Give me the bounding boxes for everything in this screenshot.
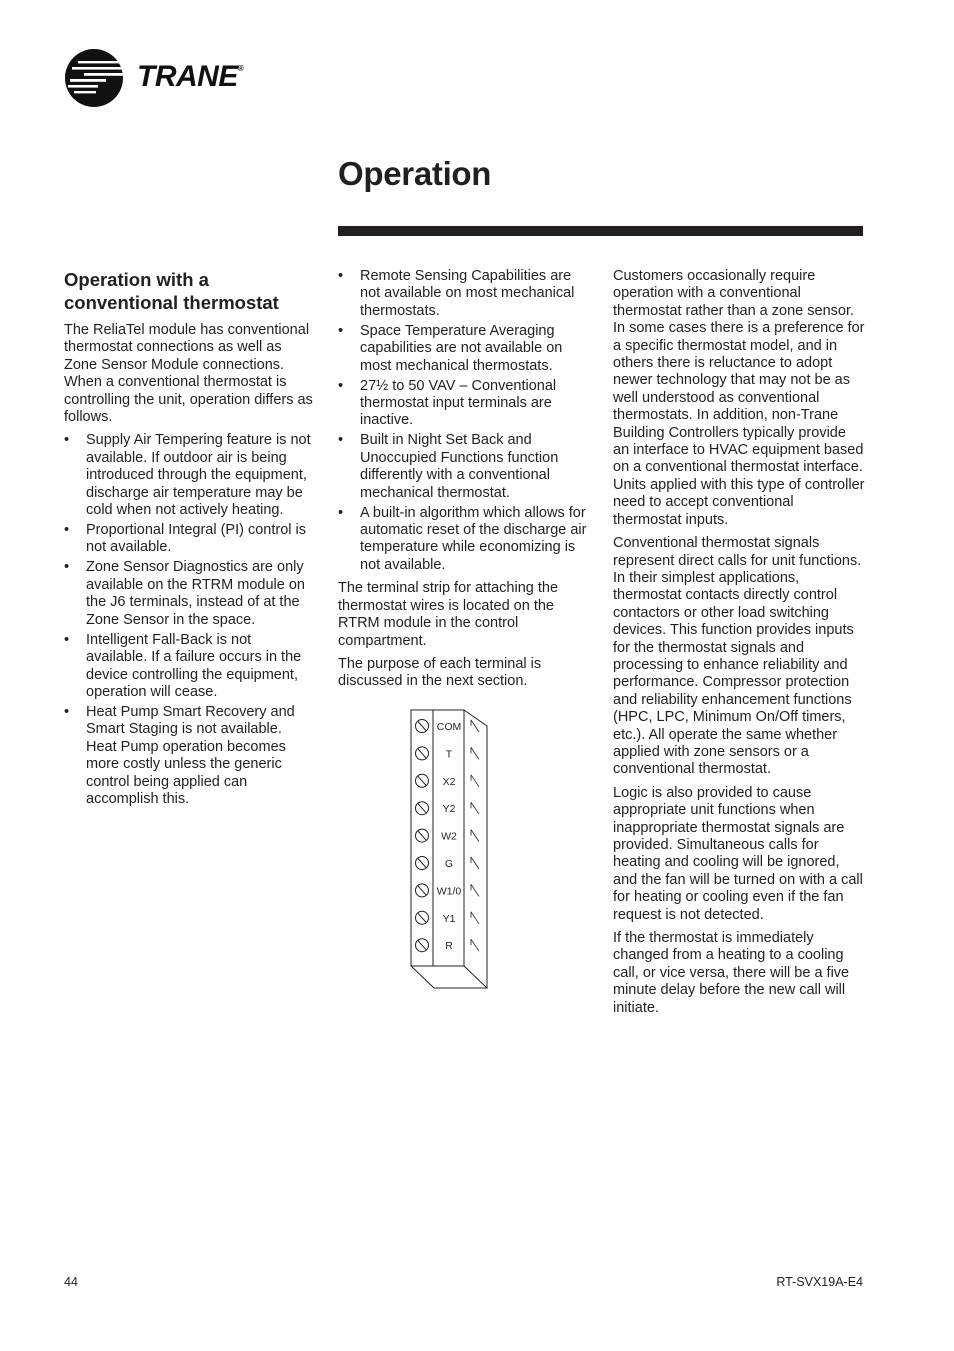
document-code: RT-SVX19A-E4: [776, 1275, 863, 1289]
column-3: [613, 268, 865, 1023]
wire-clamp: [471, 802, 479, 814]
screw-slot: [418, 913, 426, 922]
terminal-label: T: [445, 748, 453, 761]
page-number: 44: [64, 1275, 78, 1289]
wire-clamp: [471, 747, 479, 759]
list-item: • Zone Sensor Diagnostics are only available on the RTRM module on the J6 terminals, instead of at the Zone Sensor in the space.: [64, 559, 314, 629]
screw-slot: [418, 749, 426, 758]
terminal-w2: [416, 829, 480, 843]
terminal-label: R: [445, 940, 453, 953]
list-item: • Built in Night Set Back and Unoccupied Functions function differently with a conventional mechanical thermostat.: [338, 432, 588, 502]
terminal-g: [416, 857, 480, 871]
terminal-y1: [416, 911, 480, 925]
screw-slot: [418, 941, 426, 950]
paragraph: The terminal strip for attaching the thermostat wires is located on the RTRM module in the control compartment.: [338, 580, 559, 649]
terminal-w10: [416, 884, 480, 898]
wire-clamp: [471, 939, 479, 951]
terminal-label: W2: [441, 830, 457, 843]
list-item: • 27½ to 50 VAV – Conventional thermostat input terminals are inactive.: [338, 378, 588, 430]
trane-logo: [64, 48, 244, 110]
terminal-com: [416, 720, 480, 734]
screw-slot: [418, 776, 426, 785]
wire-clamp: [471, 884, 479, 896]
paragraph: Conventional thermostat signals represent direct calls for unit functions. In their simplest applications, thermostat contacts directly control contactors or other load switching devices. This function provides inputs for the thermostat signals and processing to enhance reliability and performance. Compressor protection and reliability enhancement functions (HPC, LPC, Minimum On/Off timers, etc.). All operate the same whether applied with zone sensors or a conventional thermostat.: [613, 535, 862, 778]
list-item: • Space Temperature Averaging capabilities are not available on most mechanical thermostats.: [338, 323, 588, 375]
screw-slot: [418, 722, 426, 731]
terminal-y2: [416, 802, 480, 816]
trane-wordmark: TRANE®: [137, 60, 244, 93]
terminal-strip-diagram: [408, 706, 492, 994]
list-item: • Intelligent Fall-Back is not available. If a failure occurs in the device controlling the equipment, operation will cease.: [64, 632, 314, 702]
terminal-t: [416, 747, 480, 761]
section-heading: Operation with a conventional thermostat: [64, 269, 279, 313]
list-item: • Heat Pump Smart Recovery and Smart Staging is not available. Heat Pump operation becomes more costly unless the generic control being applied can accomplish this.: [64, 704, 314, 808]
terminal-label: X2: [442, 775, 456, 788]
terminal-label: COM: [436, 721, 462, 733]
screw-slot: [418, 886, 426, 895]
intro-paragraph: The ReliaTel module has conventional thermostat connections as well as Zone Sensor Module connections. When a conventional thermostat is controlling the unit, operation differs as follows.: [64, 322, 313, 426]
wire-clamp: [471, 775, 479, 787]
wire-clamp: [471, 830, 479, 842]
list-item: • Remote Sensing Capabilities are not available on most mechanical thermostats.: [338, 268, 588, 320]
terminal-r: [416, 939, 480, 953]
paragraph: Logic is also provided to cause appropriate unit functions when inappropriate thermostat signals are provided. Simultaneous calls for heating and cooling will be ignored, and the fan will be turned on with a call for heating or cooling even if the fan request is not detected.: [613, 784, 863, 923]
column-2: [338, 268, 588, 697]
wire-clamp: [471, 720, 479, 732]
terminal-label: Y2: [442, 803, 456, 816]
terminal-x2: [416, 774, 480, 788]
terminal-label: Y1: [442, 912, 456, 925]
screw-slot: [418, 804, 426, 813]
trane-globe-icon: [64, 48, 124, 108]
paragraph: Customers occasionally require operation with a conventional thermostat rather than a zone sensor. In some cases there is a preference for a specific thermostat model, and in others there is reluctance to adopt newer technology that may not be as well understood as conventional thermostats. In addition, non-Trane Building Controllers typically provide an interface to HVAC equipment based on a conventional thermostat interface. Units applied with this type of controller need to accept conventional thermostat inputs.: [613, 268, 865, 528]
paragraph: If the thermostat is immediately changed from a heating to a cooling call, or vice versa, there will be a five minute delay before the new call will initiate.: [613, 930, 850, 1016]
screw-slot: [418, 831, 426, 840]
list-item: • A built-in algorithm which allows for automatic reset of the discharge air temperature while economizing is not available.: [338, 505, 588, 575]
terminal-label: G: [444, 858, 454, 870]
screw-slot: [418, 859, 426, 868]
limitations-list-continued: [338, 268, 588, 574]
page-title: Operation: [338, 155, 492, 192]
terminal-label: W1/0: [436, 885, 462, 898]
limitations-list: [64, 432, 314, 808]
wire-clamp: [471, 857, 479, 869]
wire-clamp: [471, 912, 479, 924]
column-1: [64, 268, 314, 814]
list-item: • Proportional Integral (PI) control is not available.: [64, 522, 314, 557]
title-rule: [338, 226, 863, 236]
paragraph: The purpose of each terminal is discussed in the next section.: [338, 655, 542, 690]
list-item: • Supply Air Tempering feature is not available. If outdoor air is being introduced through the equipment, discharge air temperature may be cold when not actively heating.: [64, 432, 314, 519]
